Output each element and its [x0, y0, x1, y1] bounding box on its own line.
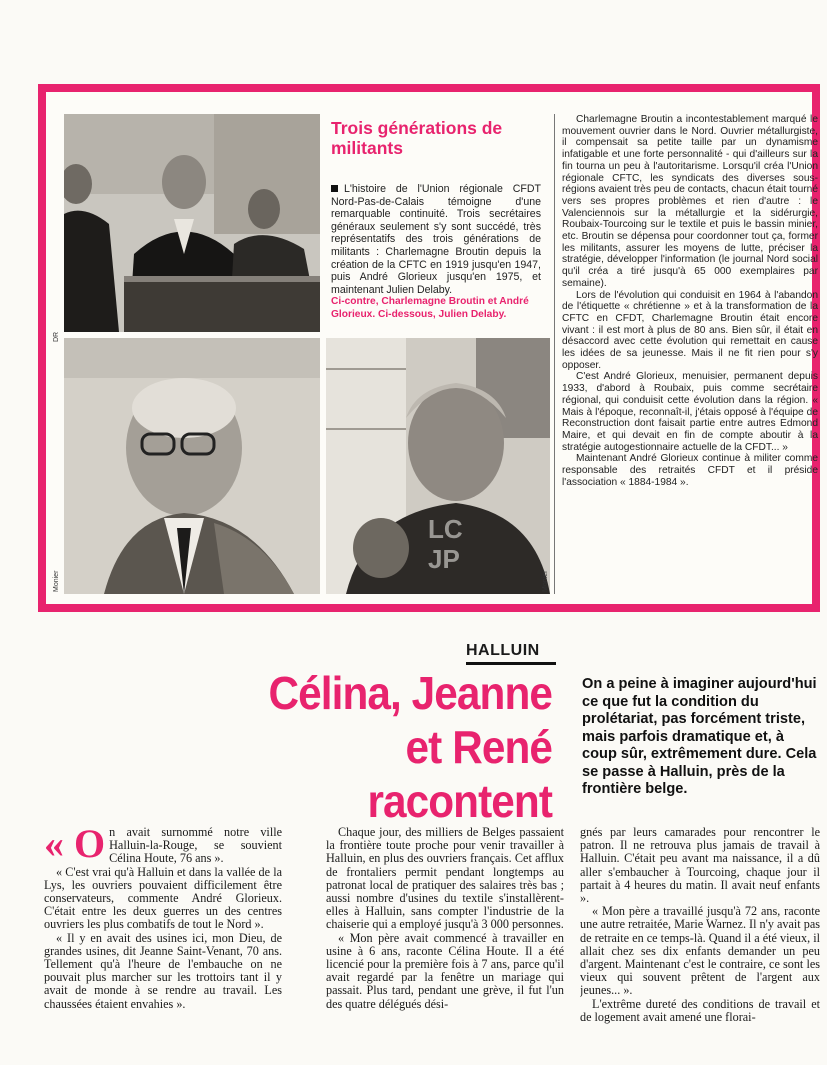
sidebar-box: [38, 84, 820, 612]
section-kicker: HALLUIN: [466, 642, 556, 665]
photo-broutin-glorieux: [64, 114, 320, 332]
paragraph: « Mon père avait commencé à travailler en usine à 6 ans, raconte Célina Houte. Il a été licencié pour la première fois à 7 ans, parce qu'il avait regardé par la fenêtre un mariage qui passait. Plus tard, pendant une grève, il fut l'un des quatre délégués dési-: [326, 930, 564, 1011]
photo-caption: Ci-contre, Charlemagne Broutin et André Glorieux. Ci-dessous, Julien Delaby.: [331, 296, 529, 320]
paragraph: Chaque jour, des milliers de Belges passaient la frontière toute proche pour venir travailler à Halluin, en plus des ouvriers français. Cet afflux de frontaliers permit pendant longtemps au patronat local de pratiquer des salaires très bas ; aussi nombre d'usines du textile s'installèrent-elles à Halluin, sans compter l'industrie de la chaiserie qui a employé jusqu'à 3 000 personnes.: [326, 826, 564, 932]
paragraph: [44, 826, 282, 866]
paragraph: « Il y en avait des usines ici, mon Dieu, de grandes usines, dit Jeanne Saint-Venant, 70 ans. Tellement qu'à l'heure de l'embauche on ne pouvait plus marcher sur les trottoirs tant il y avait de monde à se rendre au travail. Les chaussées étaient envahies ».: [44, 930, 282, 1011]
svg-text:LC: LC: [428, 514, 463, 544]
bullet-square-icon: [331, 185, 338, 192]
column-divider: [554, 114, 555, 594]
headline-line: et René: [405, 721, 552, 773]
photo-credit-dr: DR: [53, 331, 60, 342]
drop-cap: « O: [44, 826, 106, 866]
paragraph: L'extrême dureté des conditions de travail et de logement avait amené une florai-: [580, 996, 820, 1024]
photo-credit-monier: Monier: [53, 570, 60, 592]
headline-line: racontent: [367, 775, 552, 827]
photo-julien-delaby: [326, 338, 550, 594]
photo-andre-glorieux: [64, 338, 320, 594]
headline: [191, 666, 552, 828]
box-column: [562, 114, 818, 489]
paragraph: Lors de l'évolution qui conduisit en 1964 à l'abandon de l'étiquette « chrétienne » et à la transformation de la CFTC en CFDT, Charlemagne Broutin était encore vivant : il est mort à plus de 80 ans. Bien sûr, il était en désaccord avec cette évolution qui remettait en cause les idées de sa jeunesse. Mais il ne fit rien pour s'y opposer.: [562, 289, 818, 371]
paragraph: « Mon père a travaillé jusqu'à 72 ans, raconte une autre retraitée, Marie Warnez. Il n'y avait pas de retraite en ce temps-là. Quand il a été vieux, il allait chez ses dix enfants demander un peu d'argent. Maintenant c'est le contraire, ce sont les vieux qui souvent prêtent de l'argent aux jeunes... ».: [580, 904, 820, 998]
box-intro: [331, 183, 541, 296]
paragraph: gnés par leurs camarades pour rencontrer le patron. Il ne retrouva plus jamais de travail à Halluin. C'était peu avant ma naissance, il a dû aller s'embaucher à Tourcoing, chaque jour il partait à 4 heures du matin. Il avait neuf enfants ».: [580, 826, 820, 906]
article-column-2: [326, 826, 564, 1062]
box-title: Trois générations de militants: [331, 118, 503, 158]
paragraph: « C'est vrai qu'à Halluin et dans la vallée de la Lys, les ouvriers pouvaient difficilement être conservateurs, commente André Glorieux. C'était entre les deux guerres un des centres ouvriers les plus combatifs de tout le Nord ».: [44, 864, 282, 932]
box-intro-text: L'histoire de l'Union régionale CFDT Nord-Pas-de-Calais témoigne d'une remarquable continuité. Trois secrétaires généraux seulement s'y sont succédé, très représentatifs des trois générations de militants : Charlemagne Broutin depuis la création de la CFTC en 1919 jusqu'en 1947, puis André Glorieux jusqu'en 1975, et maintenant Julien Delaby.: [331, 183, 541, 296]
article-column-3: [580, 826, 820, 1062]
article-deck: On a peine à imaginer aujourd'hui ce que fut la condition du prolétariat, pas forcément triste, mais parfois dramatique et, à coup sûr, extrêmement dure. Cela se passe à Halluin, près de la frontière belge.: [582, 676, 817, 797]
paragraph: Charlemagne Broutin a incontestablement marqué le mouvement ouvrier dans le Nord. Ouvrier métallurgiste, il compensait sa petite taille par un dynamisme infatigable et une forte personnalité - qui d'ailleurs sur la fin tourna un peu à l'autoritarisme. Lorsqu'il créa l'Union régionale CFTC, les syndicats des diverses sous-régions avaient très peu de contacts, chacun était tourné vers ses propres problèmes et rien d'autre : le Valenciennois sur la métallurgie et la sidérurgie, Roubaix-Tourcoing sur le textile et puis le bassin minier, etc. Broutin se dépensa pour coordonner tout ça, former les militants, assurer les moyens de lutte, préciser la stratégie, développer l'information (le journal Nord social qu'il créa a tiré jusqu'à 65 000 exemplaires par semaine).: [562, 114, 818, 289]
svg-text:JP: JP: [428, 544, 460, 574]
paragraph: C'est André Glorieux, menuisier, permanent depuis 1933, d'abord à Roubaix, puis comme secrétaire régional, qui conduisit cette évolution dans la région. « Mais à l'époque, reconnaît-il, j'étais opposé à l'équipe de Reconstruction dont faisait partie entre autres Edmond Maire, et qui devait en fin de compte aboutir à la stratégie autogestionnaire actuelle de la CFDT... »: [562, 371, 818, 453]
headline-line: Célina, Jeanne: [268, 667, 552, 719]
paragraph: Maintenant André Glorieux continue à militer comme responsable des retraités CFDT et il préside l'association « 1884-1984 ».: [562, 453, 818, 488]
article-column-1: [44, 826, 282, 1062]
paragraph-text: n avait surnommé notre ville Halluin-la-Rouge, se souvient Célina Houte, 76 ans ».: [109, 826, 282, 866]
photo-credit-monier: Monier: [542, 570, 549, 592]
